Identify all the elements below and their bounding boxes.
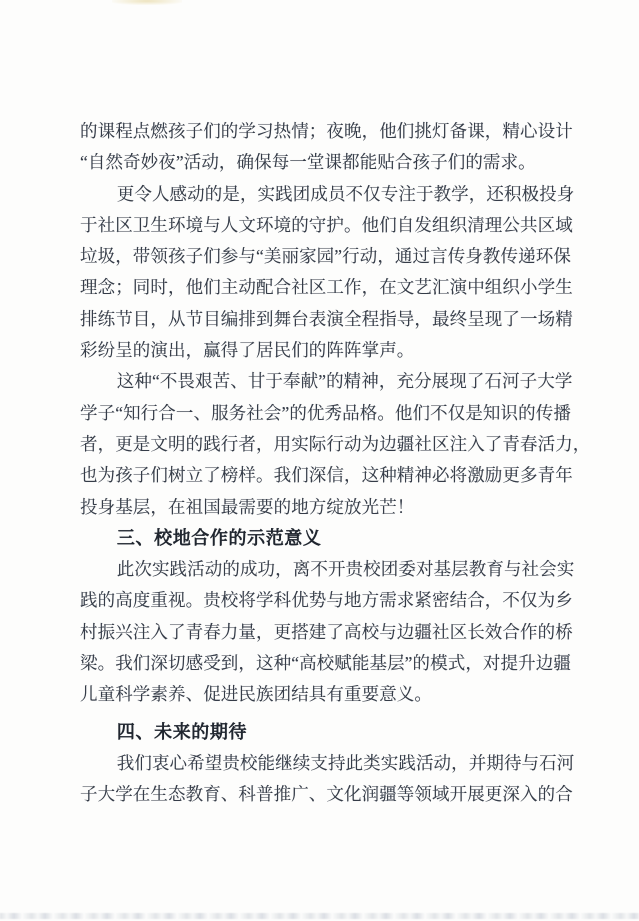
text-line: 此次实践活动的成功，离不开贵校团委对基层教育与社会实 — [116, 559, 575, 580]
letter-body — [80, 116, 591, 811]
text-line: 儿童科学素养、促进民族团结具有重要意义。 — [80, 684, 432, 705]
text-line: 垃圾，带领孩子们参与“美丽家园”行动，通过言传身教传递环保 — [80, 246, 571, 267]
text-line: 践的高度重视。贵校将学科优势与地方需求紧密结合，不仅为乡 — [80, 590, 573, 611]
text-line: 学子“知行合一、服务社会”的优秀品格。他们不仅是知识的传播 — [80, 402, 571, 423]
text-line: 村振兴注入了青春力量，更搭建了高校与边疆社区长效合作的桥 — [80, 621, 573, 642]
scan-edge-bottom — [0, 913, 639, 919]
section-heading-4: 四、未来的期待 — [116, 721, 248, 742]
text-line: 理念；同时，他们主动配合社区工作，在文艺汇演中组织小学生 — [80, 277, 573, 298]
text-line: 这种“不畏艰苦、甘于奉献”的精神，充分展现了石河子大学 — [116, 371, 573, 392]
text-line: 于社区卫生环境与人文环境的守护。他们自发组织清理公共区域 — [80, 214, 573, 235]
text-line: 彩纷呈的演出，赢得了居民们的阵阵掌声。 — [80, 340, 415, 361]
text-line: “自然奇妙夜”活动，确保每一堂课都能贴合孩子们的需求。 — [80, 152, 536, 173]
text-line: 梁。我们深切感受到，这种“高校赋能基层”的模式，对提升边疆 — [80, 653, 571, 674]
text-line: 我们衷心希望贵校能继续支持此类实践活动，并期待与石河 — [116, 752, 575, 773]
text-line: 的课程点燃孩子们的学习热情；夜晚，他们挑灯备课，精心设计 — [80, 121, 573, 141]
text-line: 者，更是文明的践行者，用实际行动为边疆社区注入了青春活力， — [80, 433, 591, 454]
text-line: 投身基层，在祖国最需要的地方绽放光芒！ — [80, 496, 415, 517]
section-heading-3: 三、校地合作的示范意义 — [116, 527, 322, 548]
text-line: 也为孩子们树立了榜样。我们深信，这种精神必将激励更多青年 — [80, 465, 573, 486]
text-line: 更令人感动的是，实践团成员不仅专注于教学，还积极投身 — [116, 183, 575, 204]
scan-smudge-top — [112, 0, 182, 5]
text-line: 子大学在生态教育、科普推广、文化润疆等领域开展更深入的合 — [80, 784, 573, 805]
text-line: 排练节目，从节目编排到舞台表演全程指导，最终呈现了一场精 — [80, 308, 573, 329]
